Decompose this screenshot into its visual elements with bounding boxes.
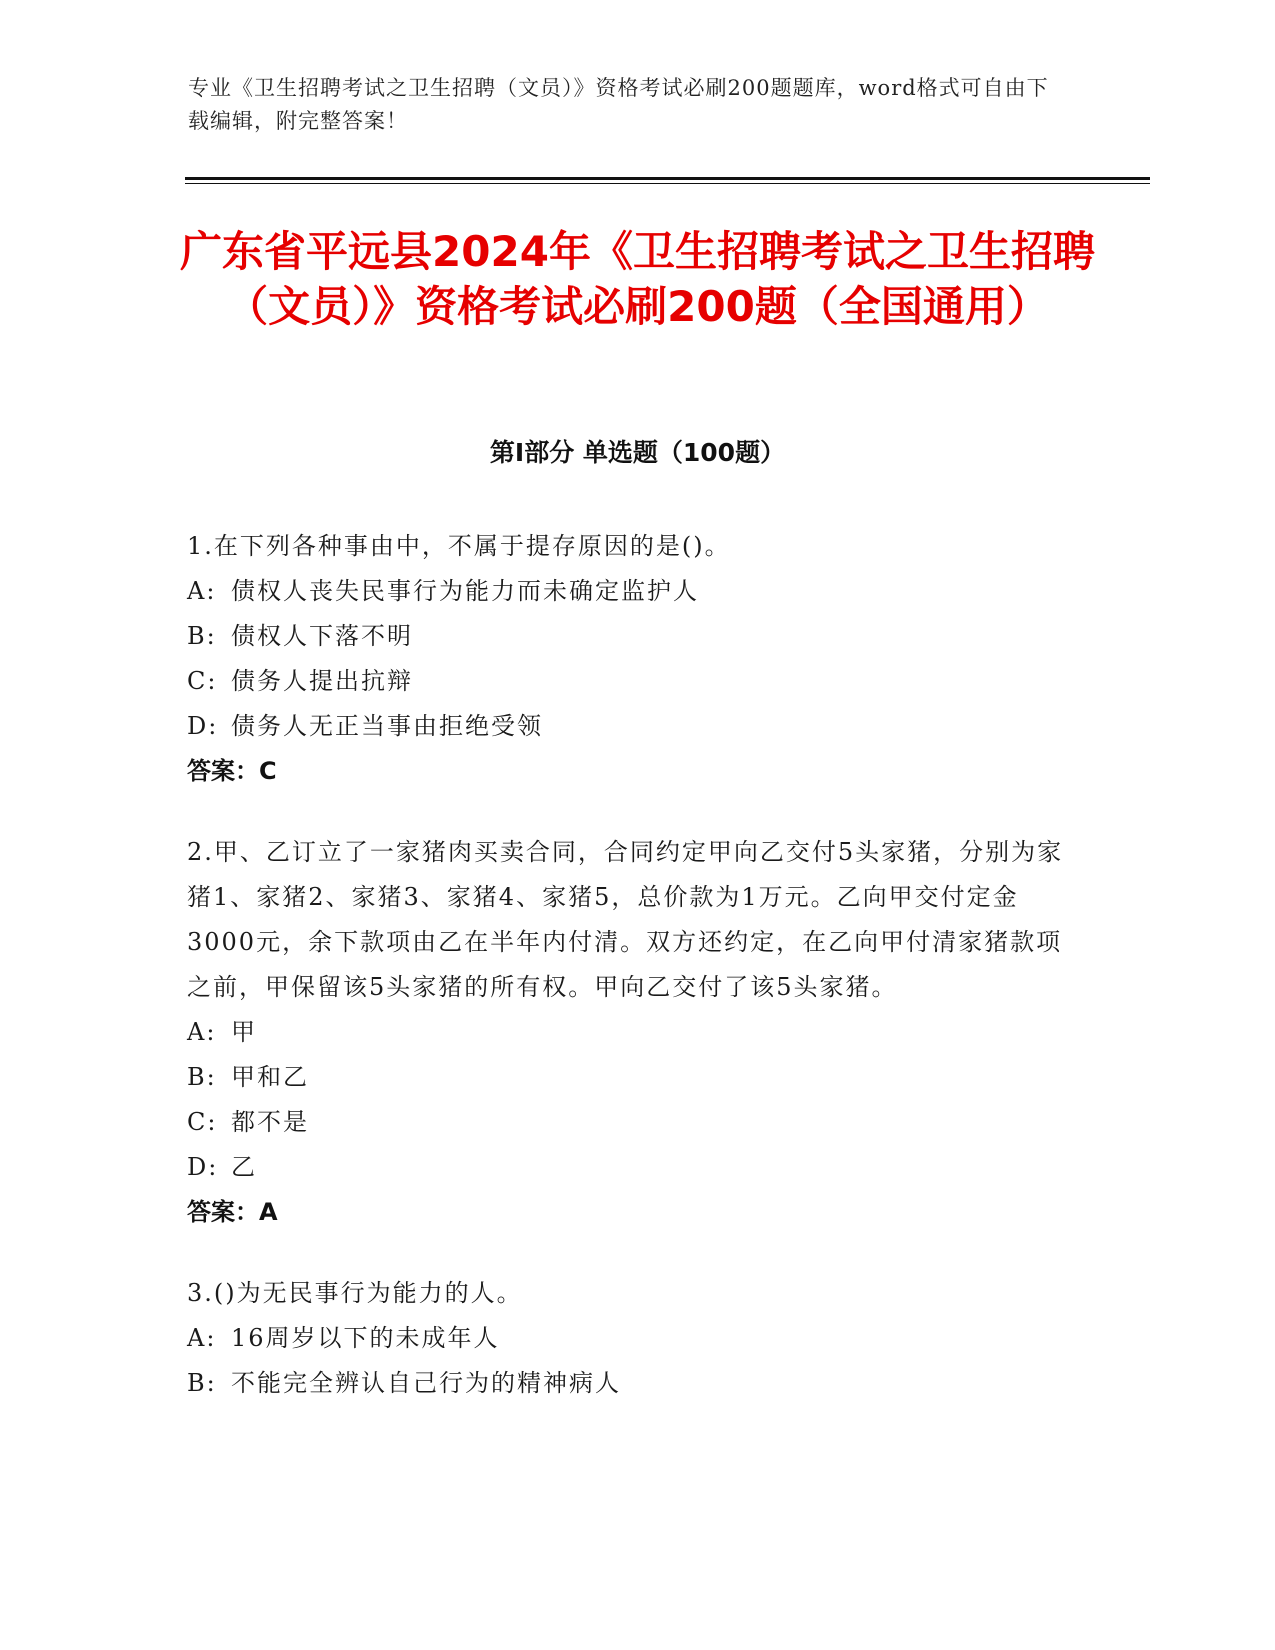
header-rule-thin <box>185 183 1150 184</box>
option-text: 乙 <box>231 1153 257 1181</box>
option-a <box>187 569 1077 614</box>
option-text: 16周岁以下的未成年人 <box>231 1324 500 1352</box>
header-note: 专业《卫生招聘考试之卫生招聘（文员）》资格考试必刷200题题库，word格式可自由下载编辑，附完整答案！ <box>188 76 1049 133</box>
option-b <box>187 614 1077 659</box>
question-stem: 3.()为无民事行为能力的人。 <box>187 1279 523 1307</box>
question-2 <box>187 830 1077 1235</box>
question-stem: 1.在下列各种事由中，不属于提存原因的是()。 <box>187 532 731 560</box>
answer-line: 答案：A <box>187 1198 278 1226</box>
header-rule-thick <box>185 177 1150 180</box>
option-label: B: <box>187 622 217 650</box>
option-label: D: <box>187 712 219 740</box>
option-b <box>187 1055 1077 1100</box>
option-label: C: <box>187 667 218 695</box>
question-3 <box>187 1271 1077 1406</box>
option-d <box>187 1145 1077 1190</box>
option-label: A: <box>187 1324 217 1352</box>
option-text: 债务人提出抗辩 <box>231 667 413 695</box>
answer-line: 答案：C <box>187 757 277 785</box>
option-label: B: <box>187 1369 217 1397</box>
option-text: 债权人丧失民事行为能力而未确定监护人 <box>231 577 699 605</box>
option-text: 甲 <box>231 1018 257 1046</box>
section-title: 第Ⅰ部分 单选题（100题） <box>489 438 786 467</box>
option-label: C: <box>187 1108 218 1136</box>
option-label: A: <box>187 1018 217 1046</box>
question-list <box>187 524 1077 1442</box>
option-label: D: <box>187 1153 219 1181</box>
option-b <box>187 1361 1077 1406</box>
option-text: 债权人下落不明 <box>231 622 413 650</box>
option-text: 债务人无正当事由拒绝受领 <box>231 712 543 740</box>
option-a <box>187 1010 1077 1055</box>
option-label: B: <box>187 1063 217 1091</box>
option-label: A: <box>187 577 217 605</box>
question-1 <box>187 524 1077 794</box>
option-c <box>187 1100 1077 1145</box>
option-text: 不能完全辨认自己行为的精神病人 <box>231 1369 621 1397</box>
option-a <box>187 1316 1077 1361</box>
option-text: 甲和乙 <box>231 1063 309 1091</box>
option-text: 都不是 <box>231 1108 309 1136</box>
document-title: 广东省平远县2024年《卫生招聘考试之卫生招聘（文员）》资格考试必刷200题（全国通用） <box>180 227 1095 331</box>
option-c <box>187 659 1077 704</box>
option-d <box>187 704 1077 749</box>
question-stem: 2.甲、乙订立了一家猪肉买卖合同，合同约定甲向乙交付5头家猪，分别为家猪1、家猪2、家猪3、家猪4、家猪5，总价款为1万元。乙向甲交付定金3000元，余下款项由乙在半年内付清。双方还约定，在乙向甲付清家猪款项之前，甲保留该5头家猪的所有权。甲向乙交付了该5头家猪。 <box>187 838 1064 1001</box>
